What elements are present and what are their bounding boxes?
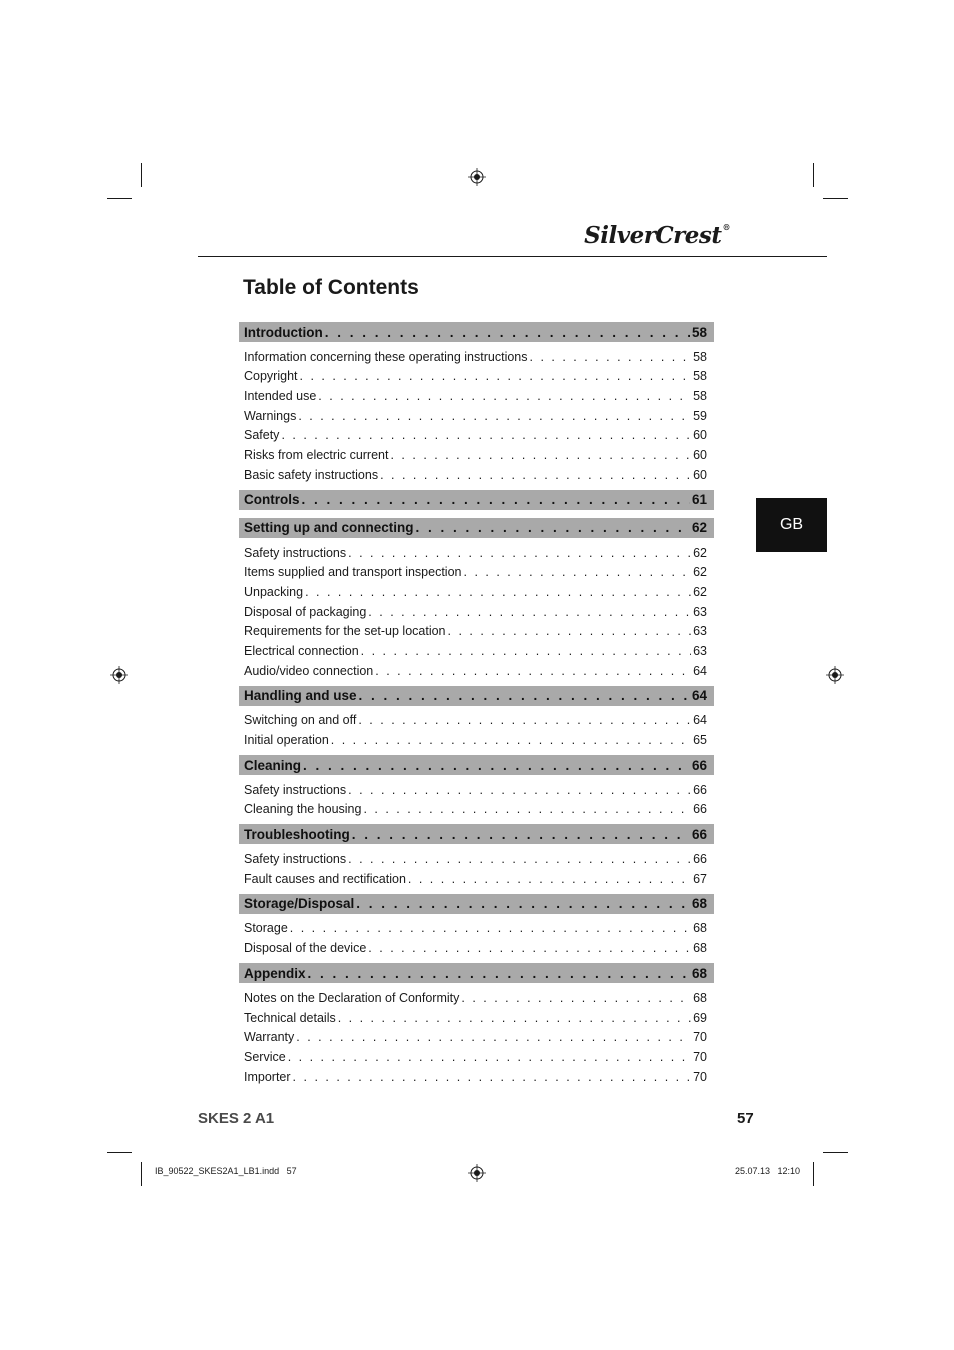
table-of-contents	[239, 322, 714, 1092]
crop-mark-top-right-h	[823, 198, 848, 199]
toc-section	[239, 686, 714, 747]
toc-entry-page: 70	[693, 1049, 707, 1064]
toc-entry-label: Notes on the Declaration of Conformity	[244, 990, 460, 1005]
language-tab	[756, 498, 827, 552]
toc-entry-page: 58	[693, 389, 707, 404]
toc-entry-page: 70	[693, 1030, 707, 1045]
registration-mark-left-icon	[110, 666, 128, 684]
toc-entry-page: 59	[693, 408, 707, 423]
toc-entry-label: Importer	[244, 1069, 291, 1084]
toc-entry-label: Basic safety instructions	[244, 467, 379, 482]
toc-entry-page: 64	[693, 713, 707, 728]
toc-entry[interactable]	[239, 423, 714, 443]
registration-mark-bottom-icon	[468, 1164, 486, 1182]
dot-leader	[302, 492, 690, 507]
toc-entry[interactable]	[239, 846, 714, 866]
toc-entry[interactable]	[239, 579, 714, 599]
dot-leader	[356, 896, 690, 911]
dot-leader	[303, 758, 690, 773]
toc-entry-label: Intended use	[244, 389, 317, 404]
dot-leader	[352, 827, 690, 842]
toc-section-heading[interactable]	[239, 755, 714, 775]
toc-section-heading[interactable]	[239, 518, 714, 538]
dot-leader	[288, 1050, 691, 1064]
toc-section-page: 58	[691, 324, 707, 340]
dot-leader	[348, 783, 691, 797]
dot-leader	[281, 428, 691, 442]
toc-entry-page: 67	[693, 871, 707, 886]
toc-entry-page: 69	[693, 1010, 707, 1025]
toc-entry-label: Risks from electric current	[244, 448, 389, 463]
registered-mark: ®	[722, 222, 730, 232]
toc-entry-label: Safety instructions	[244, 545, 347, 560]
toc-entry[interactable]	[239, 638, 714, 658]
toc-entry-page: 66	[693, 802, 707, 817]
toc-section-title: Introduction	[244, 324, 323, 340]
toc-entry-page: 63	[693, 643, 707, 658]
dot-leader	[318, 389, 691, 403]
toc-entry-label: Initial operation	[244, 733, 329, 747]
toc-entry-label: Switching on and off	[244, 713, 357, 728]
toc-section-heading[interactable]	[239, 894, 714, 914]
toc-entry-page: 68	[693, 921, 707, 936]
dot-leader	[305, 585, 691, 599]
toc-entry-page: 62	[693, 545, 707, 560]
crop-mark-top-left-h	[107, 198, 132, 199]
toc-entry-label: Storage	[244, 921, 288, 936]
toc-section	[239, 322, 714, 482]
toc-entry[interactable]	[239, 658, 714, 678]
toc-entry[interactable]	[239, 462, 714, 482]
page-title: Table of Contents	[243, 276, 419, 299]
toc-entry[interactable]	[239, 985, 714, 1005]
toc-entry[interactable]	[239, 599, 714, 619]
toc-section-heading[interactable]	[239, 322, 714, 342]
toc-entry-page: 58	[693, 369, 707, 384]
toc-entry[interactable]	[239, 866, 714, 886]
toc-entry-page: 58	[693, 349, 707, 364]
toc-section-heading[interactable]	[239, 490, 714, 510]
toc-entry[interactable]	[239, 383, 714, 403]
dot-leader	[390, 448, 691, 462]
toc-entry[interactable]	[239, 708, 714, 728]
toc-entry-page: 64	[693, 663, 707, 678]
toc-entry-label: Requirements for the set-up location	[244, 624, 446, 639]
toc-entry[interactable]	[239, 442, 714, 462]
dot-leader	[348, 546, 691, 560]
toc-entry-label: Disposal of the device	[244, 941, 367, 956]
toc-section-page: 68	[691, 965, 707, 981]
toc-entry-page: 60	[693, 448, 707, 463]
toc-entry[interactable]	[239, 1044, 714, 1064]
toc-section-title: Controls	[244, 492, 300, 508]
toc-entry-page: 60	[693, 467, 707, 482]
dot-leader	[298, 409, 691, 423]
brand-name: SilverCrest	[584, 222, 722, 249]
dot-leader	[290, 921, 691, 935]
toc-section	[239, 518, 714, 678]
dot-leader	[325, 325, 690, 340]
toc-section-title: Handling and use	[244, 688, 357, 704]
toc-entry-page: 68	[693, 990, 707, 1005]
dot-leader	[464, 565, 692, 579]
toc-section-page: 68	[691, 896, 707, 912]
registration-mark-right-icon	[826, 666, 844, 684]
toc-section-page: 66	[691, 757, 707, 773]
toc-entry-label: Safety	[244, 428, 280, 443]
print-timestamp: 25.07.13 12:10	[735, 1166, 801, 1176]
toc-entry-label: Safety instructions	[244, 852, 347, 867]
toc-section-title: Troubleshooting	[244, 826, 350, 842]
crop-mark-bottom-left-v	[141, 1162, 142, 1186]
toc-entry-page: 62	[693, 565, 707, 580]
dot-leader	[331, 733, 691, 747]
toc-entry-page: 60	[693, 428, 707, 443]
header-rule	[198, 256, 827, 257]
toc-entry-page: 70	[693, 1069, 707, 1084]
toc-entry-label: Electrical connection	[244, 643, 359, 658]
toc-entry-label: Fault causes and rectification	[244, 871, 406, 886]
toc-section-page: 61	[691, 492, 707, 508]
toc-entry[interactable]	[239, 727, 714, 747]
toc-entry[interactable]	[239, 916, 714, 936]
toc-section-page: 64	[691, 688, 707, 704]
dot-leader	[300, 369, 692, 383]
toc-entry-page: 66	[693, 852, 707, 867]
toc-section	[239, 963, 714, 1083]
model-number: SKES 2 A1	[198, 1110, 275, 1127]
toc-section-title: Appendix	[244, 965, 306, 981]
dot-leader	[530, 350, 692, 364]
toc-entry-label: Technical details	[244, 1010, 336, 1025]
toc-entry[interactable]	[239, 777, 714, 797]
crop-mark-bottom-left-h	[107, 1152, 132, 1153]
dot-leader	[375, 664, 691, 678]
toc-section-heading[interactable]	[239, 963, 714, 983]
dot-leader	[361, 644, 691, 658]
toc-entry-label: Cleaning the housing	[244, 802, 362, 817]
toc-section-heading[interactable]	[239, 686, 714, 706]
toc-entry-label: Unpacking	[244, 584, 304, 599]
toc-entry-page: 63	[693, 604, 707, 619]
toc-entry[interactable]	[239, 619, 714, 639]
toc-entry-label: Warranty	[244, 1030, 295, 1045]
dot-leader	[348, 852, 691, 866]
page-number: 57	[737, 1110, 754, 1127]
toc-entry[interactable]	[239, 540, 714, 560]
toc-entry[interactable]	[239, 364, 714, 384]
dot-leader	[416, 520, 690, 535]
toc-section-page: 62	[691, 520, 707, 536]
toc-entry-label: Information concerning these operating instructions	[244, 349, 528, 364]
toc-entry-label: Items supplied and transport inspection	[244, 565, 462, 580]
dot-leader	[296, 1030, 691, 1044]
crop-mark-bottom-right-h	[823, 1152, 848, 1153]
toc-entry[interactable]	[239, 797, 714, 817]
dot-leader	[293, 1070, 692, 1084]
dot-leader	[308, 966, 690, 981]
dot-leader	[368, 941, 691, 955]
dot-leader	[408, 872, 691, 886]
crop-mark-top-left-v	[141, 163, 142, 187]
toc-entry-label: Safety instructions	[244, 782, 347, 797]
toc-section-page: 66	[691, 826, 707, 842]
dot-leader	[338, 1011, 691, 1025]
toc-entry-page: 66	[693, 782, 707, 797]
toc-entry[interactable]	[239, 560, 714, 580]
dot-leader	[461, 991, 691, 1005]
toc-entry[interactable]	[239, 935, 714, 955]
toc-entry-page: 65	[693, 733, 707, 747]
crop-mark-top-right-v	[813, 163, 814, 187]
toc-section	[239, 894, 714, 955]
toc-section	[239, 490, 714, 510]
toc-entry-label: Copyright	[244, 369, 298, 384]
dot-leader	[368, 605, 691, 619]
toc-entry[interactable]	[239, 1064, 714, 1084]
toc-section-title: Setting up and connecting	[244, 520, 414, 536]
toc-entry[interactable]	[239, 1005, 714, 1025]
toc-entry-page: 68	[693, 941, 707, 956]
toc-entry-label: Disposal of packaging	[244, 604, 367, 619]
dot-leader	[448, 624, 692, 638]
dot-leader	[380, 468, 691, 482]
toc-entry-page: 62	[693, 584, 707, 599]
toc-entry-page: 63	[693, 624, 707, 639]
dot-leader	[358, 713, 691, 727]
dot-leader	[359, 688, 690, 703]
toc-entry[interactable]	[239, 403, 714, 423]
toc-section-heading[interactable]	[239, 824, 714, 844]
toc-section	[239, 755, 714, 816]
toc-entry[interactable]	[239, 1025, 714, 1045]
brand-logo	[560, 222, 730, 249]
toc-entry-label: Service	[244, 1049, 286, 1064]
toc-section-title: Cleaning	[244, 757, 302, 773]
dot-leader	[363, 802, 691, 816]
registration-mark-top-icon	[468, 168, 486, 186]
toc-section-title: Storage/Disposal	[244, 896, 355, 912]
language-tab-label: GB	[779, 516, 804, 533]
toc-entry[interactable]	[239, 344, 714, 364]
toc-entry-label: Warnings	[244, 408, 297, 423]
toc-section	[239, 824, 714, 885]
print-file-slug: IB_90522_SKES2A1_LB1.indd 57	[155, 1166, 297, 1176]
toc-entry-label: Audio/video connection	[244, 663, 374, 678]
crop-mark-bottom-right-v	[813, 1162, 814, 1186]
